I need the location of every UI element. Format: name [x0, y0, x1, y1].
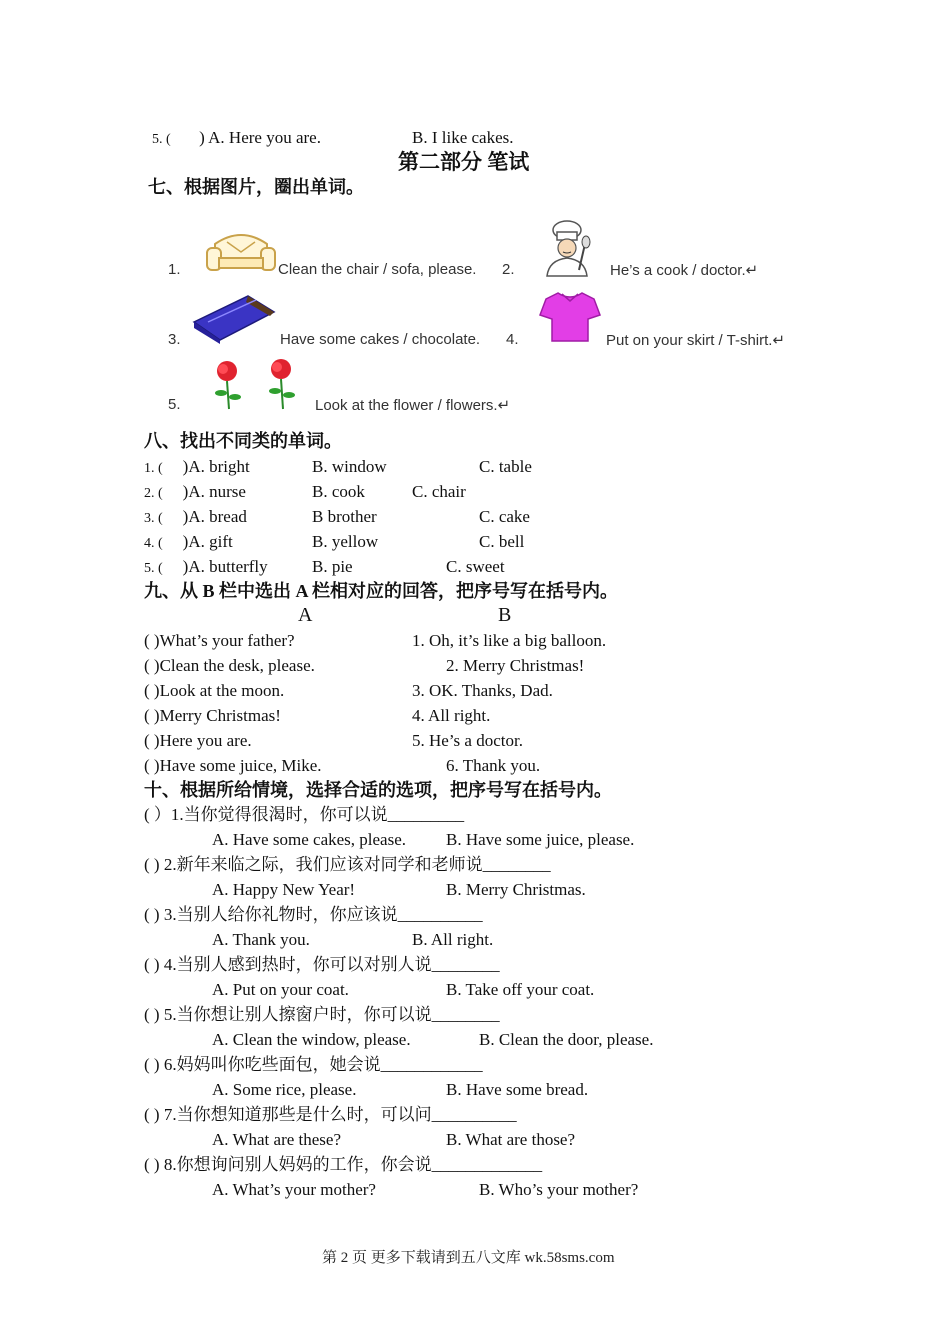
heading-part: 栏相对应的回答，把序号写在括号内。: [307, 581, 619, 601]
question-paren: ): [199, 128, 205, 147]
row-text: Have some juice, Mike.: [159, 756, 322, 775]
option-a: A. Here you are.: [208, 128, 321, 147]
row-paren: ): [182, 482, 189, 501]
option-a: A. bright: [188, 457, 250, 476]
row-number: 2. (: [144, 486, 163, 501]
option-b: B. cook: [312, 482, 365, 501]
option-a: A. What are these?: [212, 1130, 342, 1149]
pic-item-number: 2.: [502, 261, 515, 278]
sofa-icon: [205, 222, 277, 274]
option-b: B. Merry Christmas.: [446, 880, 586, 899]
option-a: A. Some rice, please.: [212, 1080, 357, 1099]
row-paren: ): [182, 557, 189, 576]
row-paren: ( ): [144, 656, 160, 675]
row-paren: ( ): [144, 706, 160, 725]
option-c: C. chair: [412, 482, 466, 501]
row-paren: ): [182, 532, 189, 551]
match-row-a: [144, 655, 315, 677]
scenario-question: ( ) 4.当别人感到热时，你可以对别人说________: [144, 955, 500, 974]
option-a: A. gift: [188, 532, 233, 551]
chef-icon: [535, 218, 599, 278]
option-c: C. table: [479, 457, 532, 476]
pic-item-number: 3.: [168, 331, 181, 348]
pic-item-number: 4.: [506, 331, 519, 348]
match-row-a: [144, 705, 281, 727]
scenario-question: ( ) 2.新年来临之际，我们应该对同学和老师说________: [144, 855, 551, 874]
match-row-a: [144, 755, 322, 777]
pic-item-number: 1.: [168, 261, 181, 278]
option-a: A. Clean the window, please.: [212, 1030, 411, 1049]
pic-item-text: He’s a cook / doctor.↵: [610, 262, 759, 279]
option-c: C. cake: [479, 507, 530, 526]
option-a: A. What’s your mother?: [212, 1180, 376, 1199]
row-paren: ): [182, 457, 189, 476]
pic-item-text: Put on your skirt / T-shirt.↵: [606, 332, 786, 349]
option-b: B. pie: [312, 557, 353, 576]
row-paren: ): [182, 507, 189, 526]
choice-row: [144, 506, 247, 530]
option-a: A. Thank you.: [212, 930, 310, 949]
section9-heading: [144, 580, 618, 602]
match-row-b: 2. Merry Christmas!: [446, 656, 585, 675]
match-row-a: [144, 630, 295, 652]
scenario-question: ( ) 7.当你想知道那些是什么时，可以问__________: [144, 1105, 517, 1124]
row-text: Look at the moon.: [159, 681, 285, 700]
option-b: B. Who’s your mother?: [479, 1180, 639, 1199]
option-a: A. Have some cakes, please.: [212, 830, 407, 849]
heading-part: A: [295, 581, 308, 601]
option-c: C. sweet: [446, 557, 505, 576]
row-text: Here you are.: [159, 731, 252, 750]
top-question: [152, 127, 321, 151]
option-b: B. Have some juice, please.: [446, 830, 635, 849]
option-a: A. Happy New Year!: [212, 880, 356, 899]
row-paren: ( ): [144, 731, 160, 750]
pic-item-number: 5.: [168, 396, 181, 413]
row-number: 4. (: [144, 536, 163, 551]
option-b: B. I like cakes.: [412, 128, 514, 147]
match-row-a: [144, 680, 284, 702]
row-number: 3. (: [144, 511, 163, 526]
option-b: B. window: [312, 457, 387, 476]
section10-heading: 十、根据所给情境，选择合适的选项，把序号写在括号内。: [144, 780, 612, 800]
option-b: B brother: [312, 507, 377, 526]
match-row-b: 6. Thank you.: [446, 756, 541, 775]
option-b: B. Clean the door, please.: [479, 1030, 654, 1049]
heading-part: 栏中选出: [214, 581, 296, 601]
choice-row: [144, 531, 233, 555]
option-b: B. All right.: [412, 930, 494, 949]
scenario-question: ( ) 3.当别人给你礼物时，你应该说__________: [144, 905, 483, 924]
match-row-b: 3. OK. Thanks, Dad.: [412, 681, 553, 700]
row-number: 5. (: [144, 561, 163, 576]
match-row-b: 5. He’s a doctor.: [412, 731, 523, 750]
option-b: B. Take off your coat.: [446, 980, 595, 999]
row-paren: ( ): [144, 756, 160, 775]
option-b: B. Have some bread.: [446, 1080, 589, 1099]
option-a: A. bread: [188, 507, 247, 526]
scenario-question: ( ) 5.当你想让别人擦窗户时，你可以说________: [144, 1005, 500, 1024]
match-row-a: [144, 730, 252, 752]
pic-item-text: Clean the chair / sofa, please.: [278, 261, 477, 278]
question-number: 5. (: [152, 132, 171, 147]
match-row-b: 4. All right.: [412, 706, 491, 725]
scenario-question: ( ）1.当你觉得很渴时，你可以说_________: [144, 805, 465, 824]
page-footer: 第 2 页 更多下载请到五八文库 wk.58sms.com: [322, 1250, 615, 1266]
section8-heading: 八、找出不同类的单词。: [144, 431, 342, 451]
option-a: A. nurse: [188, 482, 246, 501]
flowers-icon: [205, 357, 305, 411]
heading-part: B: [202, 581, 215, 601]
option-a: A. butterfly: [188, 557, 268, 576]
chocolate-icon: [190, 292, 278, 344]
match-row-b: 1. Oh, it’s like a big balloon.: [412, 631, 607, 650]
scenario-question: ( ) 6.妈妈叫你吃些面包，她会说____________: [144, 1055, 483, 1074]
option-b: B. What are those?: [446, 1130, 576, 1149]
tshirt-icon: [538, 289, 602, 343]
column-b-header: B: [498, 604, 512, 626]
row-paren: ( ): [144, 631, 160, 650]
column-a-header: A: [298, 604, 313, 626]
scenario-question: ( ) 8.你想询问别人妈妈的工作，你会说_____________: [144, 1155, 543, 1174]
row-text: What’s your father?: [159, 631, 295, 650]
option-b: B. yellow: [312, 532, 379, 551]
part-title: 第二部分 笔试: [398, 150, 530, 174]
choice-row: [144, 556, 268, 580]
option-a: A. Put on your coat.: [212, 980, 349, 999]
row-paren: ( ): [144, 681, 160, 700]
pic-item-text: Look at the flower / flowers.↵: [315, 397, 511, 414]
choice-row: [144, 456, 250, 480]
pic-item-text: Have some cakes / chocolate.: [280, 331, 481, 348]
heading-part: 九、从: [144, 581, 203, 601]
choice-row: [144, 481, 246, 505]
option-c: C. bell: [479, 532, 525, 551]
row-number: 1. (: [144, 461, 163, 476]
section7-heading: 七、根据图片，圈出单词。: [148, 177, 364, 197]
row-text: Merry Christmas!: [159, 706, 281, 725]
row-text: Clean the desk, please.: [159, 656, 315, 675]
